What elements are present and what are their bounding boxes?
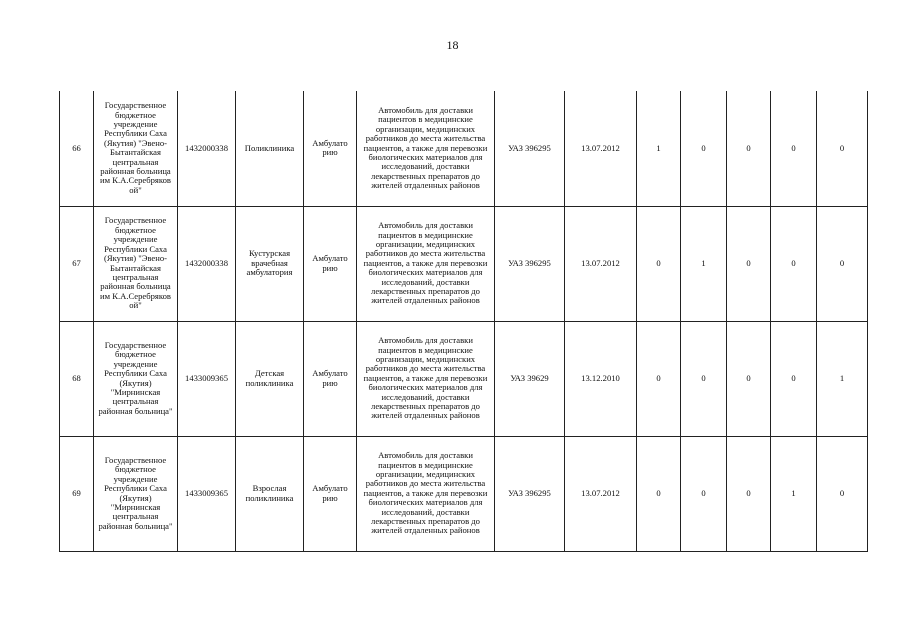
table-row (60, 436, 868, 551)
table-row (60, 206, 868, 321)
value-cell-1: 0 (637, 436, 681, 551)
care-type: Амбулато рию (304, 436, 357, 551)
value-cell-4: 1 (771, 436, 817, 551)
value-cell-3: 0 (727, 91, 771, 206)
value-cell-3: 0 (727, 321, 771, 436)
registration-date: 13.07.2012 (565, 436, 637, 551)
value-cell-2: 0 (681, 321, 727, 436)
row-number: 66 (60, 91, 94, 206)
organization-name: Государственное бюджетное учреждение Республики Саха (Якутия) "Мирнинская центральная районная больница" (94, 321, 178, 436)
value-cell-2: 1 (681, 206, 727, 321)
subdivision-name: Взрослая поликлиника (236, 436, 304, 551)
vehicle-model: УАЗ 396295 (495, 206, 565, 321)
value-cell-1: 1 (637, 91, 681, 206)
row-number: 68 (60, 321, 94, 436)
value-cell-3: 0 (727, 206, 771, 321)
value-cell-1: 0 (637, 321, 681, 436)
value-cell-4: 0 (771, 91, 817, 206)
row-number: 69 (60, 436, 94, 551)
vehicle-purpose: Автомобиль для доставки пациентов в медицинские организации, медицинских работников до места жительства пациентов, а также для перевозки биологических материалов для исследований, доставки лекарственных препаратов до жителей отдаленных районов (357, 436, 495, 551)
table-row (60, 91, 868, 206)
vehicle-purpose: Автомобиль для доставки пациентов в медицинские организации, медицинских работников до места жительства пациентов, а также для перевозки биологических материалов для исследований, доставки лекарственных препаратов до жителей отдаленных районов (357, 91, 495, 206)
value-cell-5: 0 (817, 436, 868, 551)
value-cell-4: 0 (771, 206, 817, 321)
value-cell-4: 0 (771, 321, 817, 436)
table-row (60, 321, 868, 436)
organization-name: Государственное бюджетное учреждение Республики Саха (Якутия) "Мирнинская центральная районная больница" (94, 436, 178, 551)
value-cell-1: 0 (637, 206, 681, 321)
organization-name: Государственное бюджетное учреждение Республики Саха (Якутия) "Эвено-Бытантайская центральная районная больница им К.А.Серебряков ой" (94, 206, 178, 321)
vehicle-purpose: Автомобиль для доставки пациентов в медицинские организации, медицинских работников до места жительства пациентов, а также для перевозки биологических материалов для исследований, доставки лекарственных препаратов до жителей отдаленных районов (357, 321, 495, 436)
subdivision-name: Детская поликлиника (236, 321, 304, 436)
inn-code: 1433009365 (178, 321, 236, 436)
value-cell-5: 0 (817, 206, 868, 321)
inn-code: 1432000338 (178, 206, 236, 321)
inn-code: 1433009365 (178, 436, 236, 551)
value-cell-5: 1 (817, 321, 868, 436)
care-type: Амбулато рию (304, 91, 357, 206)
registration-date: 13.07.2012 (565, 206, 637, 321)
vehicle-model: УАЗ 396295 (495, 436, 565, 551)
vehicle-model: УАЗ 396295 (495, 91, 565, 206)
care-type: Амбулато рию (304, 206, 357, 321)
vehicle-purpose: Автомобиль для доставки пациентов в медицинские организации, медицинских работников до места жительства пациентов, а также для перевозки биологических материалов для исследований, доставки лекарственных препаратов до жителей отдаленных районов (357, 206, 495, 321)
registration-date: 13.12.2010 (565, 321, 637, 436)
registration-date: 13.07.2012 (565, 91, 637, 206)
inn-code: 1432000338 (178, 91, 236, 206)
value-cell-2: 0 (681, 91, 727, 206)
page-number: 18 (446, 38, 459, 52)
organization-name: Государственное бюджетное учреждение Республики Саха (Якутия) "Эвено-Бытантайская центральная районная больница им К.А.Серебряков ой" (94, 91, 178, 206)
care-type: Амбулато рию (304, 321, 357, 436)
value-cell-5: 0 (817, 91, 868, 206)
vehicle-table (59, 91, 868, 552)
subdivision-name: Кустурская врачебная амбулатория (236, 206, 304, 321)
vehicle-model: УАЗ 39629 (495, 321, 565, 436)
value-cell-3: 0 (727, 436, 771, 551)
subdivision-name: Поликлиника (236, 91, 304, 206)
row-number: 67 (60, 206, 94, 321)
value-cell-2: 0 (681, 436, 727, 551)
